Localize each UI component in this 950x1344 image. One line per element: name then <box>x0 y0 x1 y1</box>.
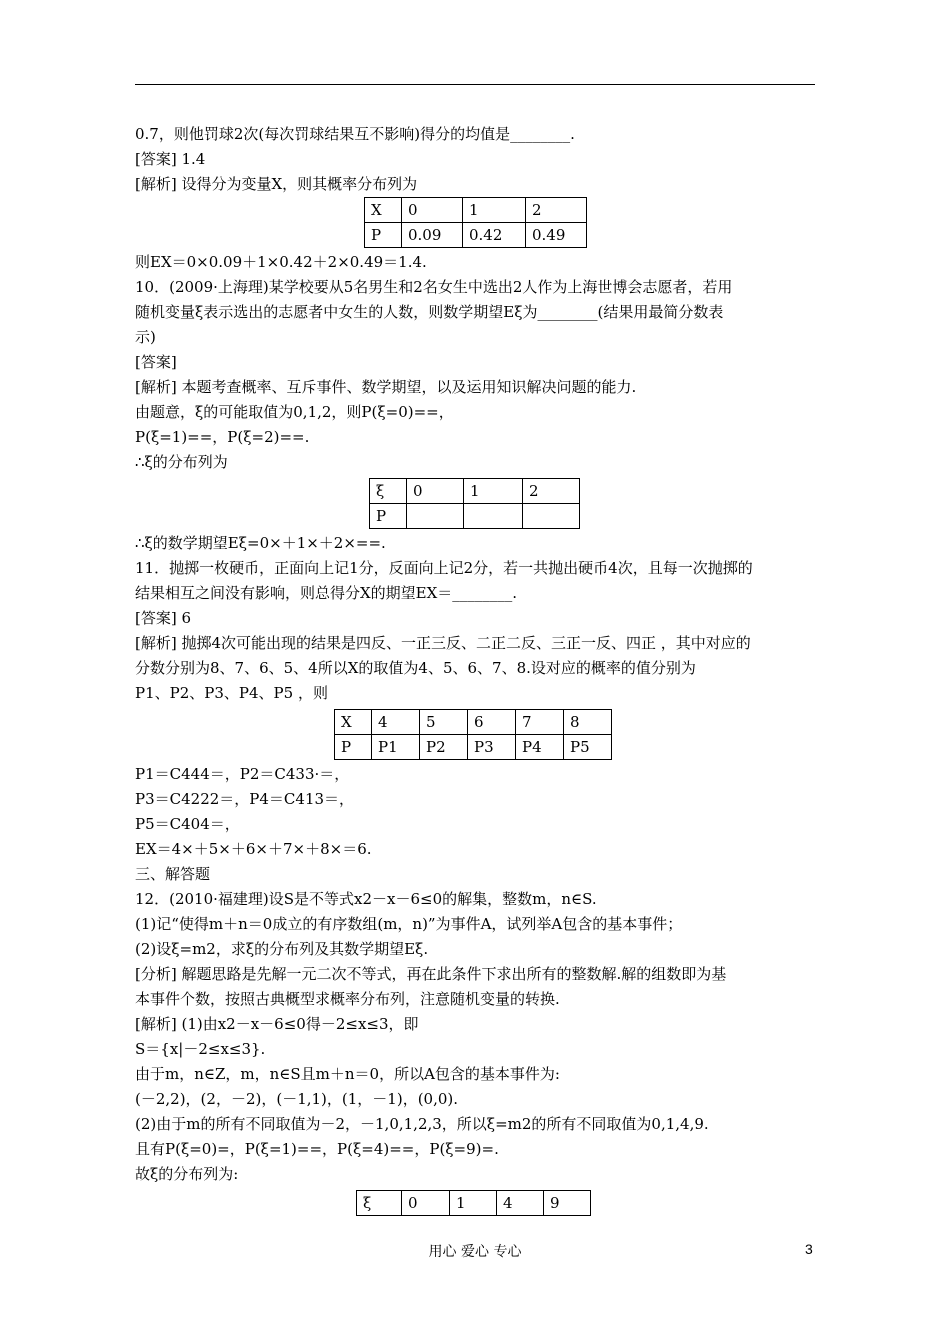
text-line: 12．(2010·福建理)设S是不等式x2－x－6≤0的解集，整数m，n∈S. <box>135 890 597 908</box>
table-cell <box>407 504 464 529</box>
table-row <box>335 735 612 760</box>
paragraph-block <box>135 531 825 706</box>
text-line: (－2,2)，(2，－2)，(－1,1)，(1，－1)，(0,0). <box>135 1090 459 1108</box>
table-cell: 4 <box>372 710 420 735</box>
text-line: P1＝C444＝，P2＝C433·＝， <box>135 765 350 783</box>
table-cell: P <box>335 735 372 760</box>
text-line: 由于m，n∈Z，m，n∈S且m＋n＝0，所以A包含的基本事件为: <box>135 1065 560 1083</box>
table-cell: X <box>335 710 372 735</box>
table-cell <box>464 504 523 529</box>
table-cell: 4 <box>497 1191 544 1216</box>
text-line: ∴ξ的数学期望Eξ=0×＋1×＋2×==. <box>135 534 386 552</box>
table-cell: 0.42 <box>463 223 526 248</box>
table-cell: P1 <box>372 735 420 760</box>
table-cell: 2 <box>526 198 587 223</box>
text-line: 分数分别为8、7、6、5、4所以X的取值为4、5、6、7、8.设对应的概率的值分别为 <box>135 659 696 677</box>
table-cell: P <box>370 504 407 529</box>
text-line: (1)记“使得m＋n＝0成立的有序数组(m，n)”为事件A，试列举A包含的基本事件； <box>135 915 683 933</box>
table-cell: 1 <box>450 1191 497 1216</box>
text-line: P3＝C4222＝，P4＝C413＝， <box>135 790 355 808</box>
text-line: EX＝4×＋5×＋6×＋7×＋8×＝6. <box>135 840 372 858</box>
table-cell: X <box>365 198 402 223</box>
footer-slogan: 用心 爱心 专心 <box>428 1244 522 1260</box>
table-row <box>335 710 612 735</box>
text-line: 本事件个数，按照古典概型求概率分布列，注意随机变量的转换. <box>135 990 560 1008</box>
table-cell: 0.49 <box>526 223 587 248</box>
text-line: [答案] 6 <box>135 609 192 627</box>
text-line: S＝{x|－2≤x≤3}. <box>135 1040 266 1058</box>
text-line: P5＝C404＝， <box>135 815 240 833</box>
text-line: [分析] 解题思路是先解一元二次不等式，再在此条件下求出所有的整数解.解的组数即为基 <box>135 965 727 983</box>
table-row <box>357 1191 591 1216</box>
text-line: P1、P2、P3、P4、P5 ，则 <box>135 684 328 702</box>
table-cell: 1 <box>463 198 526 223</box>
text-line: (2)由于m的所有不同取值为－2，－1,0,1,2,3，所以ξ=m2的所有不同取值为0,1,4,9. <box>135 1115 709 1133</box>
table-cell: 9 <box>544 1191 591 1216</box>
table-cell: 0 <box>402 1191 450 1216</box>
text-line: [解析] 抛掷4次可能出现的结果是四反、一正三反、二正二反、三正一反、四正 ，其中对应的 <box>135 634 751 652</box>
table-cell: P3 <box>468 735 516 760</box>
distribution-table-2 <box>369 478 580 529</box>
table-cell: 7 <box>516 710 564 735</box>
distribution-table-1 <box>364 197 587 248</box>
page-number: 3 <box>805 1241 813 1257</box>
table-cell: P5 <box>564 735 612 760</box>
table-row <box>370 504 580 529</box>
text-line: ∴ξ的分布列为 <box>135 453 228 471</box>
page-body <box>135 122 825 1218</box>
table-row <box>365 223 587 248</box>
table-cell: 0.09 <box>402 223 463 248</box>
distribution-table-3 <box>334 709 612 760</box>
text-line: [解析] 设得分为变量X，则其概率分布列为 <box>135 175 418 193</box>
text-line: 11．抛掷一枚硬币，正面向上记1分，反面向上记2分，若一共抛出硬币4次，且每一次抛掷的 <box>135 559 753 577</box>
header-rule <box>135 84 815 85</box>
paragraph-block <box>135 762 825 1187</box>
paragraph-block <box>135 122 825 197</box>
table-cell: 1 <box>464 479 523 504</box>
text-line: 故ξ的分布列为: <box>135 1165 239 1183</box>
text-line: 由题意，ξ的可能取值为0,1,2，则P(ξ=0)==， <box>135 403 454 421</box>
text-line: [答案] 1.4 <box>135 150 206 168</box>
text-line: [解析] 本题考查概率、互斥事件、数学期望，以及运用知识解决问题的能力. <box>135 378 637 396</box>
table-row <box>370 479 580 504</box>
table-cell: P2 <box>420 735 468 760</box>
text-line: P(ξ=1)==，P(ξ=2)==. <box>135 428 310 446</box>
text-line: 0.7，则他罚球2次(每次罚球结果互不影响)得分的均值是________. <box>135 125 575 143</box>
table-cell: 0 <box>402 198 463 223</box>
table-cell: 2 <box>523 479 580 504</box>
table-cell: ξ <box>370 479 407 504</box>
distribution-table-4 <box>356 1190 591 1216</box>
text-line: [答案] <box>135 353 177 371</box>
table-cell: ξ <box>357 1191 402 1216</box>
table-cell: P <box>365 223 402 248</box>
text-line: 结果相互之间没有影响，则总得分X的期望EX＝________. <box>135 584 518 602</box>
text-line: 则EX＝0×0.09＋1×0.42＋2×0.49＝1.4. <box>135 253 427 271</box>
table-cell: P4 <box>516 735 564 760</box>
text-line: [解析] (1)由x2－x－6≤0得－2≤x≤3，即 <box>135 1015 419 1033</box>
text-line: 示) <box>135 328 156 346</box>
table-cell: 0 <box>407 479 464 504</box>
table-cell: 5 <box>420 710 468 735</box>
text-line: 随机变量ξ表示选出的志愿者中女生的人数，则数学期望Eξ为________(结果用最简分数表 <box>135 303 724 321</box>
table-cell: 8 <box>564 710 612 735</box>
table-row <box>365 198 587 223</box>
text-line: (2)设ξ=m2，求ξ的分布列及其数学期望Eξ. <box>135 940 429 958</box>
text-line: 三、解答题 <box>135 865 211 883</box>
text-line: 10．(2009·上海理)某学校要从5名男生和2名女生中选出2人作为上海世博会志愿者，若用 <box>135 278 733 296</box>
table-cell: 6 <box>468 710 516 735</box>
text-line: 且有P(ξ=0)=，P(ξ=1)==，P(ξ=4)==，P(ξ=9)=. <box>135 1140 499 1158</box>
table-cell <box>523 504 580 529</box>
paragraph-block <box>135 250 825 475</box>
